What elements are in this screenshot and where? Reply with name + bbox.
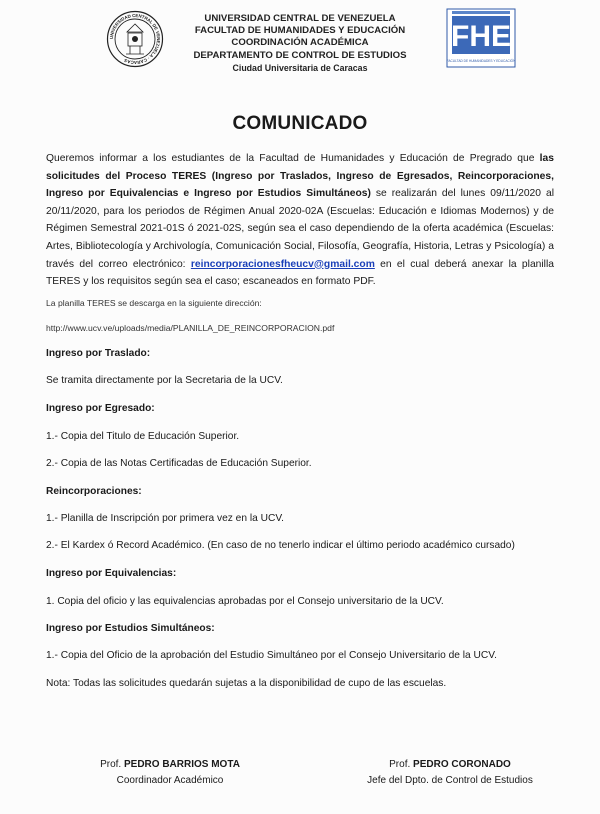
egresado-item-1: 1.- Copia del Titulo de Educación Superior. (46, 431, 240, 442)
svg-text:FACULTAD DE HUMANIDADES Y EDUC: FACULTAD DE HUMANIDADES Y EDUCACIÓN (446, 59, 516, 63)
intro-paragraph (46, 150, 554, 291)
intro-text-3: en el cual deberá anexar la planilla TERES y los requisitos según sea el caso; escaneados en formato PDF. (46, 258, 554, 288)
signature-right (350, 757, 550, 789)
heading-egresado: Ingreso por Egresado: (46, 403, 155, 414)
email-link[interactable]: reincorporacionesfheucv@gmail.com (190, 258, 375, 270)
left-role: Coordinador Académico (116, 775, 224, 786)
fhe-logo-icon (446, 8, 516, 68)
heading-equivalencias: Ingreso por Equivalencias: (46, 568, 177, 579)
svg-text:FHE: FHE (451, 20, 511, 53)
heading-simultaneos: Ingreso por Estudios Simultáneos: (46, 623, 215, 634)
header-line-university: UNIVERSIDAD CENTRAL DE VENEZUELA (204, 13, 396, 24)
equiv-item-1: 1. Copia del oficio y las equivalencias aprobadas por el Consejo universitario de la UCV. (46, 596, 444, 607)
heading-reincorporaciones: Reincorporaciones: (46, 486, 142, 497)
left-name: PEDRO BARRIOS MOTA (123, 759, 240, 770)
svg-text:UNIVERSIDAD CENTRAL DE VENEZUE: UNIVERSIDAD CENTRAL DE VENEZUELA · CARACAS (108, 12, 162, 66)
document-title: COMUNICADO (232, 113, 368, 134)
header-line-department: DEPARTAMENTO DE CONTROL DE ESTUDIOS (193, 49, 407, 61)
header-line-faculty: FACULTAD DE HUMANIDADES Y EDUCACIÓN (194, 25, 406, 37)
left-prefix: Prof. (100, 759, 124, 770)
intro-text-1: Queremos informar a los estudiantes de la Facultad de Humanidades y Educación de Pregrado que (46, 153, 540, 164)
right-role: Jefe del Dpto. de Control de Estudios (367, 775, 533, 786)
header-line-coordination: COORDINACIÓN ACADÉMICA (231, 37, 369, 49)
header-line-city: Ciudad Universitaria de Caracas (232, 62, 368, 73)
right-name: PEDRO CORONADO (413, 759, 511, 770)
reinc-item-2: 2.- El Kardex ó Record Académico. (En caso de no tenerlo indicar el último periodo académico cursado) (46, 540, 515, 551)
institution-header (170, 13, 430, 74)
signature-left (80, 757, 260, 789)
simul-item-1: 1.- Copia del Oficio de la aprobación del Estudio Simultáneo por el Consejo Universitario de la UCV. (46, 650, 497, 661)
download-note: La planilla TERES se descarga en la siguiente dirección: (46, 298, 262, 308)
ucv-seal-icon (106, 10, 164, 68)
reinc-item-1: 1.- Planilla de Inscripción por primera vez en la UCV. (46, 513, 285, 524)
egresado-item-2: 2.- Copia de las Notas Certificadas de Educación Superior. (46, 458, 312, 469)
traslado-item-1: Se tramita directamente por la Secretaria de la UCV. (46, 375, 283, 386)
heading-traslado: Ingreso por Traslado: (46, 348, 151, 359)
final-note: Nota: Todas las solicitudes quedarán sujetas a la disponibilidad de cupo de las escuelas. (46, 678, 447, 689)
intro-text-2: se realizarán del lunes 09/11/2020 al 20/11/2020, para los periodos de Régimen Anual 2020-02A (Escuelas: Educación e Idiomas Modernos) y de Régimen Semestral 2021-01S ó 2021-02S, según sea el caso dependiendo de la oferta académica (Escuelas: Artes, Bibliotecología y Archivología, Comunicación Social, Filosofía, Geografía, Historia, Letras y Psicología) a través del correo electrónico: (46, 188, 554, 270)
right-prefix: Prof. (389, 759, 414, 770)
download-url[interactable]: http://www.ucv.ve/uploads/media/PLANILLA_DE_REINCORPORACION.pdf (46, 323, 335, 333)
intro-bold-process: las solicitudes del Proceso TERES (Ingreso por Traslados, Ingreso de Egresados, Reincorporaciones, Ingreso por Equivalencias e Ingreso por Estudios Simultáneos) (46, 153, 554, 200)
